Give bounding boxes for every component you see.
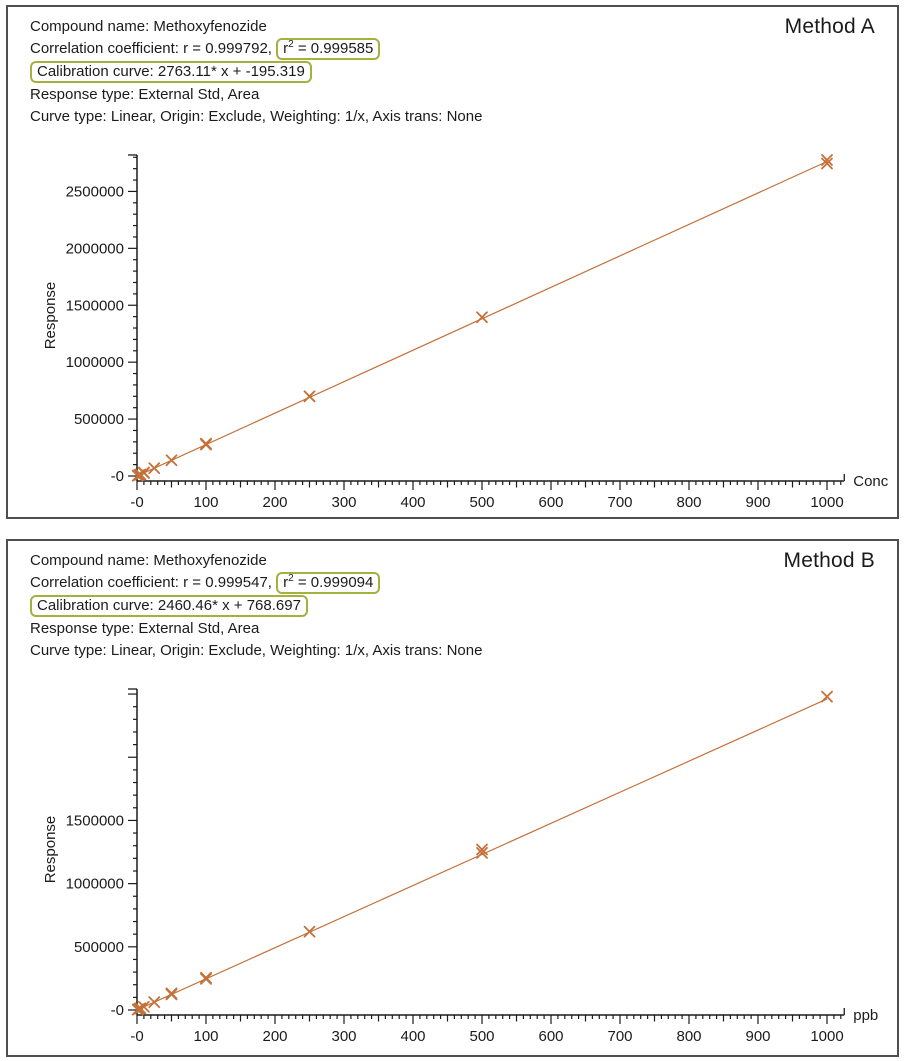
x-axis-tick-label: -0 — [130, 1028, 144, 1045]
x-axis-tick-label: 100 — [193, 1028, 219, 1045]
compound-name-line: Compound name: Methoxyfenozide — [30, 552, 267, 569]
data-point-marker — [305, 927, 315, 937]
method-a-title: Method A — [784, 15, 875, 38]
correlation-prefix: Correlation coefficient: r = 0.999792, — [30, 40, 272, 57]
r-squared-highlight-box — [276, 572, 380, 594]
x-axis-tick-label: 400 — [400, 494, 426, 511]
r-squared-highlight-box — [276, 38, 380, 60]
method-b-title: Method B — [783, 549, 875, 572]
y-axis-tick-label: -0 — [110, 1002, 124, 1019]
x-axis-tick-label: 600 — [538, 1028, 564, 1045]
calibration-chart-method-a — [8, 143, 897, 515]
method-b-panel — [6, 539, 899, 1057]
x-axis-tick-label: 800 — [676, 494, 702, 511]
compound-name-line: Compound name: Methoxyfenozide — [30, 18, 267, 35]
method-a-info-block — [30, 16, 482, 128]
x-axis-tick-label: 600 — [538, 494, 564, 511]
y-axis-tick-label: 500000 — [73, 938, 124, 956]
x-axis-tick-label: 300 — [331, 1028, 357, 1045]
calibration-fit-line — [137, 161, 827, 476]
x-axis-tick-label: 300 — [331, 494, 357, 511]
y-axis-title: Response — [42, 815, 59, 884]
response-type-line: Response type: External Std, Area — [30, 86, 260, 103]
curve-type-line: Curve type: Linear, Origin: Exclude, Weighting: 1/x, Axis trans: None — [30, 642, 483, 659]
x-axis-unit-label: Conc — [853, 473, 889, 490]
x-axis-tick-label: 900 — [745, 1028, 771, 1045]
response-type-line: Response type: External Std, Area — [30, 620, 260, 637]
r-squared-base: r — [283, 40, 289, 57]
x-axis-tick-label: 500 — [469, 1028, 495, 1045]
x-axis-tick-label: 400 — [400, 1028, 426, 1045]
r-squared-base: r — [283, 574, 289, 591]
correlation-line — [30, 38, 482, 60]
r-squared-value: = 0.999094 — [293, 574, 374, 591]
y-axis-tick-label: -0 — [110, 468, 124, 485]
r-squared-exponent: 2 — [288, 573, 294, 584]
y-axis-tick-label: 1500000 — [65, 297, 124, 315]
y-axis-tick-label: 500000 — [73, 411, 124, 429]
y-axis-tick-label: 2500000 — [65, 183, 124, 201]
y-axis-title: Response — [42, 281, 59, 350]
x-axis-unit-label: ppb — [853, 1007, 879, 1024]
method-b-info-block — [30, 550, 482, 662]
calibration-curve-highlight-box: Calibration curve: 2460.46* x + 768.697 — [30, 595, 308, 617]
y-axis-tick-label: 1000000 — [65, 875, 124, 893]
x-axis-tick-label: 900 — [745, 494, 771, 511]
y-axis-tick-label: 1000000 — [65, 354, 124, 372]
x-axis-tick-label: 200 — [262, 494, 288, 511]
data-point-marker — [167, 455, 177, 465]
data-point-marker — [149, 997, 159, 1007]
r-squared-value: = 0.999585 — [293, 40, 374, 57]
calibration-fit-line — [137, 699, 827, 1010]
x-axis-tick-label: 200 — [262, 1028, 288, 1045]
x-axis-tick-label: 1000 — [810, 494, 844, 511]
correlation-line — [30, 572, 482, 594]
x-axis-tick-label: 100 — [193, 494, 219, 511]
r-squared-exponent: 2 — [288, 39, 294, 50]
calibration-curve-line — [30, 61, 482, 83]
calibration-chart-method-b — [8, 677, 897, 1049]
calibration-curve-line — [30, 595, 482, 617]
y-axis-tick-label: 1500000 — [65, 812, 124, 830]
x-axis-tick-label: 700 — [607, 1028, 633, 1045]
correlation-prefix: Correlation coefficient: r = 0.999547, — [30, 574, 272, 591]
x-axis-tick-label: -0 — [130, 494, 144, 511]
x-axis-tick-label: 700 — [607, 494, 633, 511]
method-a-panel — [6, 5, 899, 519]
x-axis-tick-label: 500 — [469, 494, 495, 511]
x-axis-tick-label: 1000 — [810, 1028, 844, 1045]
data-point-marker — [822, 692, 832, 702]
x-axis-tick-label: 800 — [676, 1028, 702, 1045]
curve-type-line: Curve type: Linear, Origin: Exclude, Weighting: 1/x, Axis trans: None — [30, 108, 483, 125]
data-point-marker — [149, 463, 159, 473]
calibration-curve-highlight-box: Calibration curve: 2763.11* x + -195.319 — [30, 61, 312, 83]
y-axis-tick-label: 2000000 — [65, 240, 124, 258]
